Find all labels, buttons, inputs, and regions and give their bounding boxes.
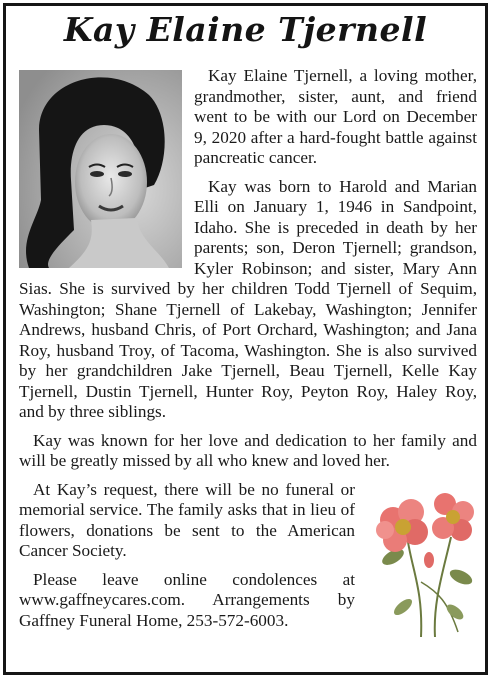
obituary-card [3, 3, 488, 675]
obituary-title: Kay Elaine Tjernell [63, 10, 428, 49]
portrait-photo [19, 70, 182, 268]
portrait-illustration [19, 70, 182, 268]
obituary-body [19, 66, 477, 639]
wild-rose-illustration [363, 482, 481, 637]
paragraph-service-request: At Kay’s request, there will be no funeral or memorial service. The family asks that in lieu of flowers, donations be sent to the American Cancer Society. [19, 479, 355, 560]
paragraph-family: Kay was born to Harold and Marian Elli on January 1, 1946 in Sandpoint, Idaho. She is preceded in death by her parents; son, Deron Tjernell; grandson, Kyler Robinson; and sister, Mary Ann Sias. She is survived by her children Todd Tjernell of Sequim, Washington; Shane Tjernell of Lakebay, Washington; Jennifer Andrews, husband Chris, of Port Orchard, Washington; and Jana Roy, husband Troy, of Tacoma, Washington. She is also survived by her grandchildren Jake Tjernell, Beau Tjernell, Kelle Kay Tjernell, Dustin Tjernell, Hunter Roy, Peyton Roy, Haley Roy, and by three siblings. [19, 176, 477, 421]
paragraph-condolences: Please leave online condolences at www.gaffneycares.com. Arrangements by Gaffney Funeral Home, 253-572-6003. [19, 569, 355, 630]
paragraph-death-notice: Kay Elaine Tjernell, a loving mother, grandmother, sister, aunt, and friend went to be with our Lord on December 9, 2020 after a hard-fought battle against pancreatic cancer. [194, 66, 477, 167]
paragraph-remembrance: Kay was known for her love and dedication to her family and will be greatly missed by all who knew and loved her. [19, 430, 477, 470]
flower-icon [363, 482, 481, 637]
